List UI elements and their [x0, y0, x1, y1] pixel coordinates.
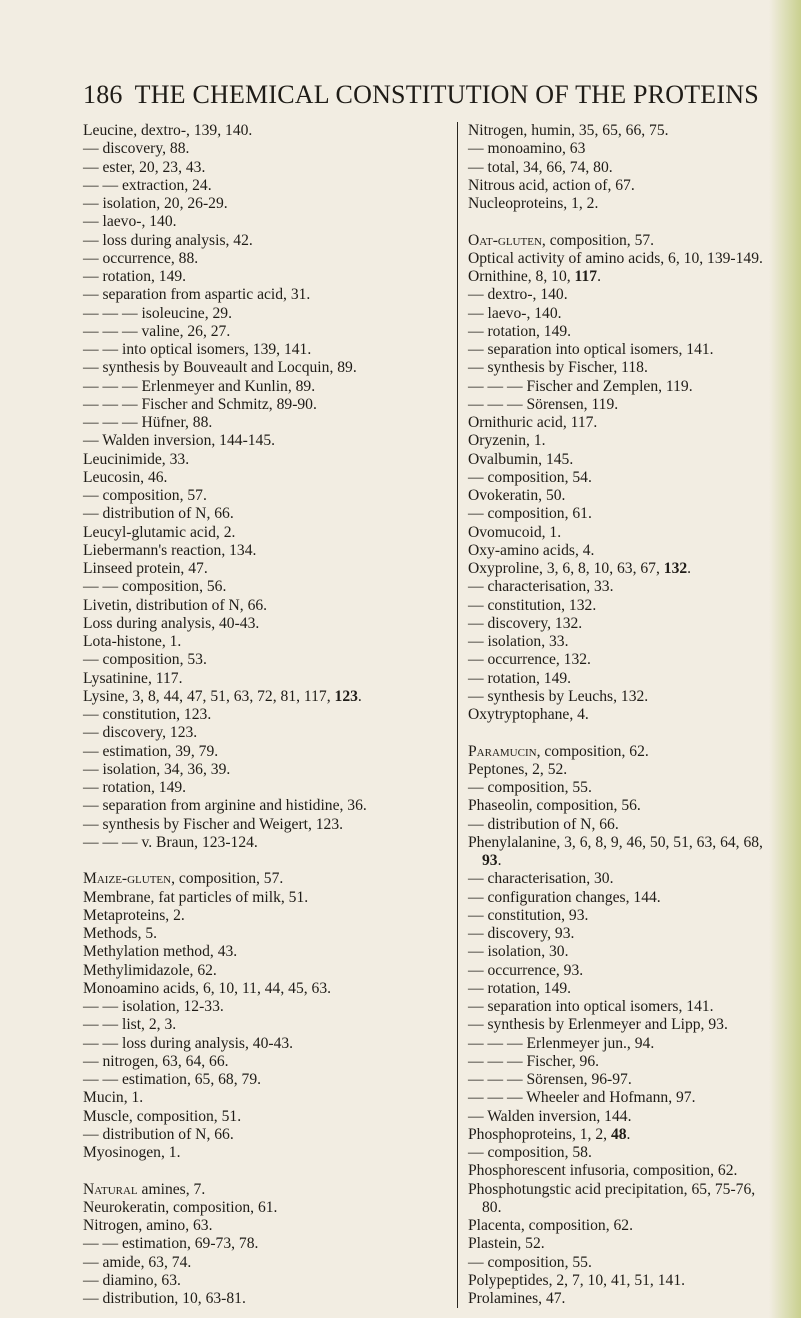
index-entry: — rotation, 149. — [468, 322, 572, 340]
index-entry: Phenylalanine, 3, 6, 8, 9, 46, 50, 51, 63, 64, 68, 93. — [468, 833, 763, 869]
index-entry: — monoamino, 63 — [468, 140, 586, 158]
page-number: 186 — [83, 80, 123, 109]
index-entry: Muscle, composition, 51. — [83, 1107, 242, 1125]
index-entry: Myosinogen, 1. — [83, 1144, 181, 1161]
index-entry: Leucyl-glutamic acid, 2. — [83, 523, 236, 541]
index-entry: Monoamino acids, 6, 10, 11, 44, 45, 63. — [83, 979, 332, 997]
index-entry: — synthesis by Leuchs, 132. — [468, 687, 649, 705]
index-column-left — [83, 122, 450, 1308]
index-entry: — — loss during analysis, 40-43. — [83, 1034, 294, 1052]
index-entry: Ornithine, 8, 10, 117. — [468, 268, 601, 285]
index-entry: Peptones, 2, 52. — [468, 760, 568, 778]
index-entry: — — isolation, 12-33. — [83, 998, 224, 1015]
index-entry: — occurrence, 88. — [83, 249, 199, 267]
index-entry: Livetin, distribution of N, 66. — [83, 596, 268, 614]
index-entry: — discovery, 123. — [83, 724, 198, 742]
index-entry: — isolation, 34, 36, 39. — [83, 760, 231, 778]
section-gap — [468, 213, 778, 231]
index-entry: Plastein, 52. — [468, 1235, 545, 1253]
index-entry: Lysine, 3, 8, 44, 47, 51, 63, 72, 81, 117, 123. — [83, 687, 362, 705]
index-entry: Ornithuric acid, 117. — [468, 414, 598, 431]
index-entry: — — estimation, 69-73, 78. — [83, 1235, 259, 1253]
index-entry: — configuration changes, 144. — [468, 888, 661, 906]
page-title: THE CHEMICAL CONSTITUTION OF THE PROTEINS — [134, 80, 759, 109]
index-entry: Phosphorescent infusoria, composition, 62. — [468, 1162, 738, 1180]
index-entry: Neurokeratin, composition, 61. — [83, 1198, 278, 1216]
index-entry: — constitution, 132. — [468, 596, 597, 614]
index-entry: — — — Fischer and Schmitz, 89-90. — [83, 395, 317, 413]
index-entry: — — — valine, 26, 27. — [83, 322, 231, 340]
index-entry: Ovokeratin, 50. — [468, 487, 566, 504]
index-entry: — nitrogen, 63, 64, 66. — [83, 1052, 229, 1070]
index-entry: — synthesis by Erlenmeyer and Lipp, 93. — [468, 1016, 728, 1034]
index-entry: — distribution of N, 66. — [468, 815, 619, 833]
index-entry: Linseed protein, 47. — [83, 560, 208, 577]
index-entry: Oxytryptophane, 4. — [468, 706, 589, 723]
index-entry: — ester, 20, 23, 43. — [83, 158, 206, 176]
index-entry: — amide, 63, 74. — [83, 1253, 192, 1271]
index-entry: Oryzenin, 1. — [468, 432, 546, 450]
index-entry: — characterisation, 30. — [468, 870, 614, 888]
index-entry: Nitrogen, amino, 63. — [83, 1217, 213, 1234]
index-entry: — — extraction, 24. — [83, 176, 212, 194]
index-entry: — rotation, 149. — [468, 669, 572, 687]
index-entry: — Walden inversion, 144-145. — [83, 432, 276, 450]
index-entry: Leucosin, 46. — [83, 468, 168, 486]
index-entry: — constitution, 123. — [83, 706, 212, 723]
index-entry: — total, 34, 66, 74, 80. — [468, 158, 613, 176]
index-entry: — distribution of N, 66. — [83, 505, 234, 523]
index-entry: — — composition, 56. — [83, 578, 227, 596]
index-entry: — — estimation, 65, 68, 79. — [83, 1071, 262, 1088]
index-entry: Nucleoproteins, 1, 2. — [468, 195, 599, 212]
index-entry: Oxyproline, 3, 6, 8, 10, 63, 67, 132. — [468, 560, 692, 577]
index-entry: — — into optical isomers, 139, 141. — [83, 341, 312, 358]
index-entry: — dextro-, 140. — [468, 286, 568, 304]
index-entry: — — — Sörensen, 119. — [468, 395, 619, 413]
index-entry: — synthesis by Fischer and Weigert, 123. — [83, 815, 344, 833]
index-entry: — — — Erlenmeyer and Kunlin, 89. — [83, 377, 316, 395]
index-entry: — composition, 54. — [468, 468, 592, 486]
index-entry: Phosphoproteins, 1, 2, 48. — [468, 1125, 631, 1143]
index-entry: — discovery, 132. — [468, 614, 583, 632]
index-entry: Ovomucoid, 1. — [468, 523, 562, 541]
index-entry: — rotation, 149. — [83, 779, 187, 796]
index-entry: — loss during analysis, 42. — [83, 231, 253, 249]
index-entry: — separation from aspartic acid, 31. — [83, 286, 311, 304]
index-entry: — separation from arginine and histidine, 36. — [83, 797, 367, 815]
running-header — [83, 80, 759, 110]
index-entry: Mucin, 1. — [83, 1089, 144, 1107]
index-entry: — discovery, 88. — [83, 140, 190, 158]
index-entry: — — — Sörensen, 96-97. — [468, 1071, 632, 1088]
index-entry: Oat-gluten, composition, 57. — [468, 231, 655, 249]
index-entry: — distribution of N, 66. — [83, 1125, 234, 1143]
index-entry: — laevo-, 140. — [468, 304, 562, 322]
index-entry: — rotation, 149. — [83, 268, 187, 285]
index-entry: — separation into optical isomers, 141. — [468, 341, 714, 358]
index-entry: — — — Wheeler and Hofmann, 97. — [468, 1089, 696, 1107]
index-entry: — composition, 57. — [83, 487, 207, 504]
index-entry: — — — Fischer, 96. — [468, 1052, 600, 1070]
index-entry: — isolation, 20, 26-29. — [83, 195, 228, 212]
section-gap — [83, 852, 450, 870]
index-entry: Natural amines, 7. — [83, 1180, 206, 1198]
index-entry: Methylimidazole, 62. — [83, 961, 217, 979]
index-entry: Membrane, fat particles of milk, 51. — [83, 888, 309, 906]
index-entry: Phosphotungstic acid precipitation, 65, 75-76, 80. — [468, 1180, 756, 1216]
index-entry: — — — Erlenmeyer jun., 94. — [468, 1034, 655, 1052]
index-entry: — — list, 2, 3. — [83, 1016, 177, 1034]
index-entry: Leucine, dextro-, 139, 140. — [83, 122, 253, 139]
index-entry: — composition, 61. — [468, 505, 592, 523]
index-entry: Nitrogen, humin, 35, 65, 66, 75. — [468, 122, 669, 139]
index-entry: — constitution, 93. — [468, 906, 589, 924]
index-entry: — composition, 55. — [468, 1253, 592, 1271]
index-entry: Lota-histone, 1. — [83, 633, 182, 650]
index-entry: Phaseolin, composition, 56. — [468, 797, 641, 815]
index-entry: Lysatinine, 117. — [83, 669, 183, 687]
index-entry: — distribution, 10, 63-81. — [83, 1290, 246, 1307]
section-gap — [468, 724, 778, 742]
index-entry: — estimation, 39, 79. — [83, 742, 219, 760]
index-entry: — synthesis by Fischer, 118. — [468, 359, 648, 377]
index-entry: — characterisation, 33. — [468, 578, 614, 596]
index-entry: — — — Hüfner, 88. — [83, 414, 213, 431]
index-entry: Maize-gluten, composition, 57. — [83, 870, 284, 888]
index-entry: — composition, 58. — [468, 1144, 592, 1161]
index-entry: — occurrence, 93. — [468, 961, 584, 979]
index-entry: — synthesis by Bouveault and Locquin, 89. — [83, 359, 357, 377]
index-column-right — [457, 122, 778, 1308]
index-entry: — discovery, 93. — [468, 925, 575, 942]
index-entry: — separation into optical isomers, 141. — [468, 998, 714, 1015]
index-entry: — composition, 55. — [468, 779, 592, 796]
index-entry: Liebermann's reaction, 134. — [83, 541, 257, 559]
index-entry: — occurrence, 132. — [468, 651, 591, 669]
index-entry: Polypeptides, 2, 7, 10, 41, 51, 141. — [468, 1271, 686, 1289]
index-entry: Nitrous acid, action of, 67. — [468, 176, 635, 194]
index-entry: — — — Fischer and Zemplen, 119. — [468, 377, 693, 395]
index-entry: — composition, 53. — [83, 651, 207, 669]
section-gap — [83, 1162, 450, 1180]
index-entry: Prolamines, 47. — [468, 1290, 566, 1307]
index-entry: Oxy-amino acids, 4. — [468, 541, 595, 559]
index-entry: Metaproteins, 2. — [83, 906, 185, 924]
index-entry: — rotation, 149. — [468, 979, 572, 997]
index-entry: — — — v. Braun, 123-124. — [83, 833, 258, 851]
index-entry: — Walden inversion, 144. — [468, 1107, 632, 1125]
index-entry: — — — isoleucine, 29. — [83, 304, 232, 322]
index-entry: Loss during analysis, 40-43. — [83, 614, 260, 632]
index-entry: Methylation method, 43. — [83, 943, 238, 961]
index-entry: — isolation, 30. — [468, 943, 569, 961]
index-entry: Ovalbumin, 145. — [468, 450, 574, 468]
index-entry: Placenta, composition, 62. — [468, 1217, 634, 1234]
index-entry: — diamino, 63. — [83, 1271, 181, 1289]
index-entry: Methods, 5. — [83, 925, 158, 942]
index-entry: Optical activity of amino acids, 6, 10, 139-149. — [468, 249, 763, 267]
index-entry: — laevo-, 140. — [83, 213, 177, 231]
index-entry: Paramucin, composition, 62. — [468, 742, 649, 760]
index-entry: — isolation, 33. — [468, 633, 569, 650]
index-entry: Leucinimide, 33. — [83, 450, 190, 468]
